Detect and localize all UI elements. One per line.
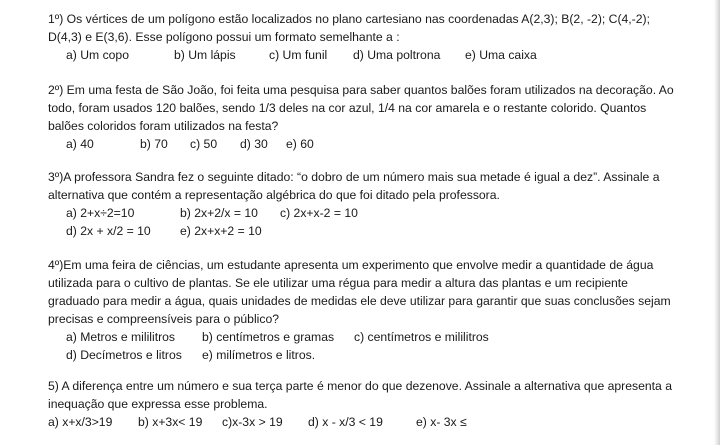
page-edge-shadow: [714, 0, 720, 445]
option-e: e) Uma caixa: [465, 48, 537, 62]
option-d: d) 2x + x/2 = 10: [66, 224, 151, 238]
question-4-options-row-1: [48, 328, 668, 346]
question-1: [48, 10, 668, 64]
option-b: b) centímetros e gramas: [202, 330, 335, 344]
option-e: e) 60: [286, 137, 314, 151]
option-a: a) x+x/3>19: [48, 415, 113, 429]
question-3-options-row-1: [48, 204, 668, 222]
option-d: d) 30: [240, 137, 268, 151]
question-5-options: [48, 413, 668, 431]
question-5-line-2: inequação que expressa esse problema.: [48, 397, 268, 411]
option-a: a) 2+x÷2=10: [66, 206, 135, 220]
question-4-line-2: utilizada para o cultivo de plantas. Se ele utilizar uma régua para medir a altura das plantas e um recipiente: [48, 276, 628, 290]
option-e: e) milímetros e litros.: [202, 348, 316, 362]
question-3-line-1: 3º)A professora Sandra fez o seguinte ditado: “o dobro de um número mais sua metade é igual a dez”. Assinale a: [48, 170, 660, 184]
question-3-line-2: alternativa que contém a representação algébrica do que foi ditado pela professora.: [48, 188, 500, 202]
question-4-line-1: 4º)Em uma feira de ciências, um estudante apresenta um experimento que envolve medir a quantidade de água: [48, 258, 654, 272]
question-4-line-4: precisas e compreensíveis para o público?: [48, 312, 280, 326]
option-b: b) Um lápis: [174, 48, 236, 62]
option-b: b) 70: [140, 137, 168, 151]
option-d: d) Uma poltrona: [353, 48, 441, 62]
question-5-line-1: 5) A diferença entre um número e sua terça parte é menor do que dezenove. Assinale a alternativa que apresenta a: [48, 379, 672, 393]
option-a: a) Metros e mililitros: [66, 330, 176, 344]
question-2-line-2: todo, foram usados 120 balões, sendo 1/3 deles na cor azul, 1/4 na cor amarela e o restante colorido. Quantos: [48, 101, 647, 115]
option-c: c)x-3x > 19: [222, 415, 283, 429]
option-c: c) 2x+x-2 = 10: [280, 206, 358, 220]
question-2-options: [48, 135, 668, 153]
question-5: [48, 377, 672, 431]
option-b: b) 2x+2/x = 10: [180, 206, 258, 220]
option-c: c) 50: [190, 137, 218, 151]
option-d: d) Decímetros e litros: [66, 348, 182, 362]
question-4: [48, 256, 671, 364]
question-2-line-1: 2º) Em uma festa de São João, foi feita uma pesquisa para saber quantos balões foram utilizados na decoração. Ao: [48, 83, 674, 97]
option-e: e) 2x+x+2 = 10: [180, 224, 262, 238]
question-3-options-row-2: [48, 222, 668, 240]
option-e: e) x- 3x ≤: [416, 415, 467, 429]
option-d: d) x - x/3 < 19: [308, 415, 383, 429]
question-2-line-3: balões coloridos foram utilizados na festa?: [48, 119, 279, 133]
question-2: [48, 81, 674, 153]
question-3: [48, 168, 668, 240]
question-4-options-row-2: [48, 346, 668, 364]
option-a: a) 40: [66, 137, 94, 151]
question-4-line-3: graduado para medir a água, quais unidades de medidas ele deve utilizar para garantir que suas conclusões sejam: [48, 294, 671, 308]
option-c: c) centímetros e mililitros: [354, 330, 489, 344]
option-c: c) Um funil: [269, 48, 328, 62]
question-1-line-2: D(4,3) e E(3,6). Esse polígono possui um formato semelhante a :: [48, 30, 400, 44]
question-1-options: [48, 46, 668, 64]
option-b: b) x+3x< 19: [138, 415, 203, 429]
option-a: a) Um copo: [66, 48, 129, 62]
question-1-line-1: 1º) Os vértices de um polígono estão localizados no plano cartesiano nas coordenadas A(2,3); B(2, -2); C(4,-2);: [48, 12, 650, 26]
